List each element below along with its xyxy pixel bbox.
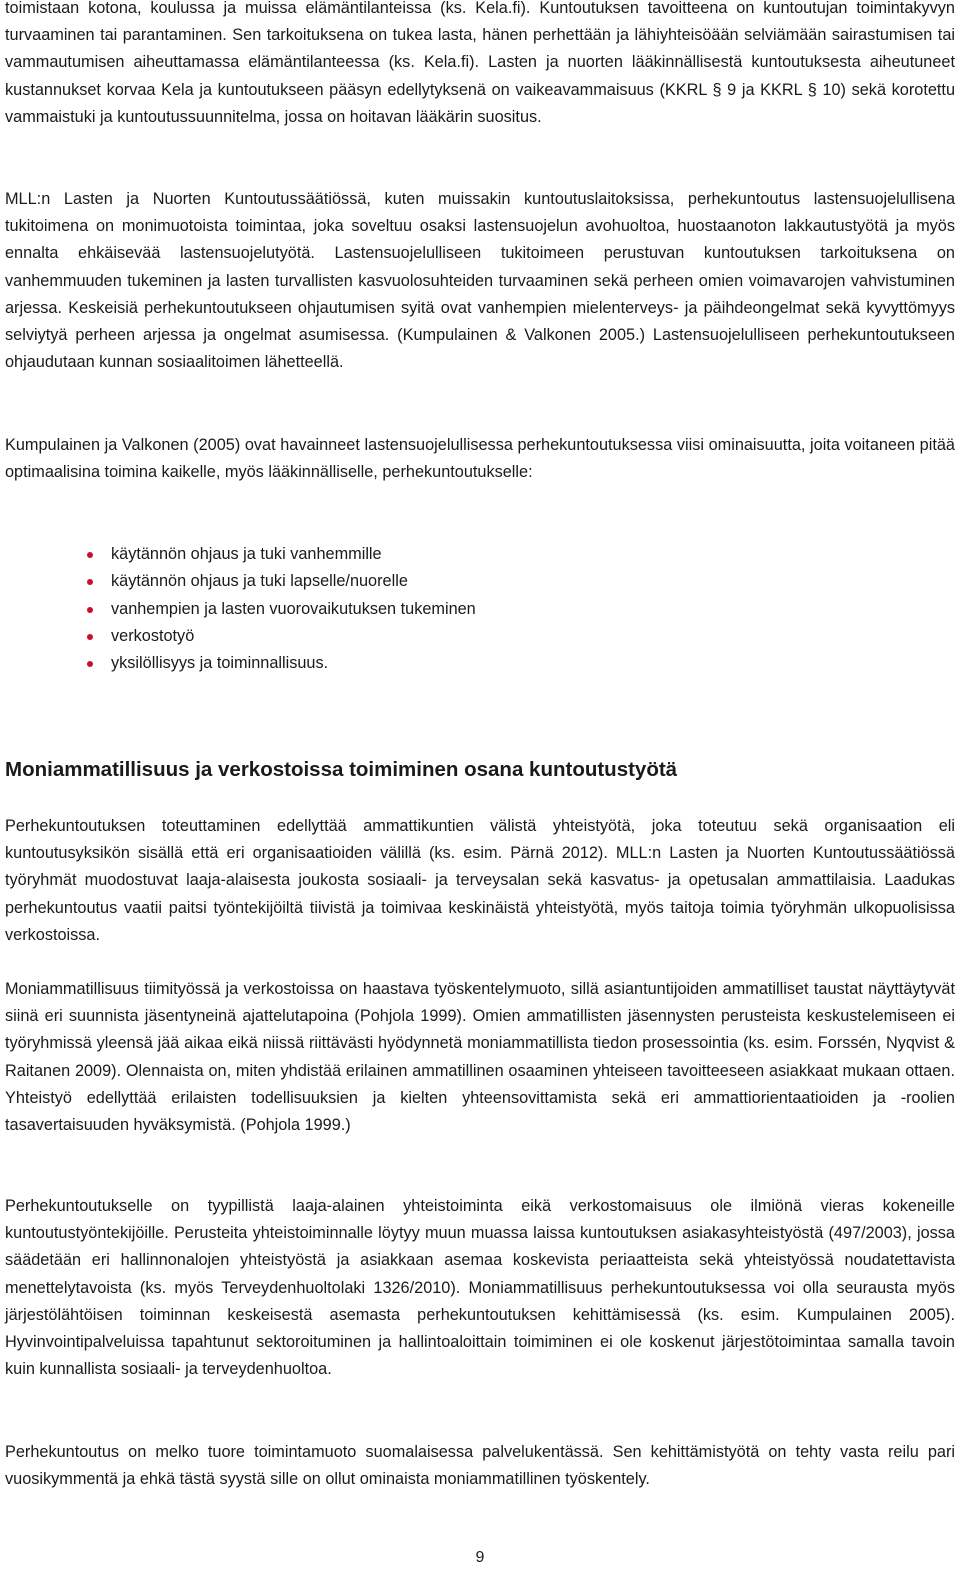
paragraph-perhekuntoutuksen-toteuttaminen: Perhekuntoutuksen toteuttaminen edellyttää ammattikuntien välistä yhteistyötä, joka toteutuu sekä organisaation eli kuntoutusyksikön sisällä että eri organisaatioiden välillä (ks. esim. Pärnä 2012). MLL:n Lasten ja Nuorten Kuntoutussäätiössä työryhmät muodostuvat laaja-alaisesta joukosta sosiaali- ja terveysalan sekä kasvatus- ja opetusalan ammattilaisia. Laadukas perhekuntoutus vaatii paitsi työntekijöiltä tiivistä ja toimivaa keskinäistä yhteistyötä, myös taitoja toimia työryhmän ulkopuolisissa verkostoissa. xyxy=(5,817,955,944)
bullet-icon xyxy=(87,552,93,558)
list-item xyxy=(87,541,476,568)
list-item-text: käytännön ohjaus ja tuki vanhemmille xyxy=(111,545,382,563)
paragraph-mll-perhekuntoutus: MLL:n Lasten ja Nuorten Kuntoutussäätiössä, kuten muissakin kuntoutuslaitoksissa, perhekuntoutus lastensuojelullisena tukitoimena on monimuotoista toimintaa, joka soveltuu osaksi lastensuojelun avohuoltoa, huostaanoton lakkautustyötä ja myös ennalta ehkäisevää lastensuojelutyötä. Lastensuojelulliseen tukitoimeen perustuvan kuntoutuksen tarkoituksena on vanhemmuuden tukeminen ja lasten turvallisten kasvuolosuhteiden turvaaminen sekä perheen omien voimavarojen vahvistuminen arjessa. Keskeisiä perhekuntoutukseen ohjautumisen syitä ovat vanhempien mielenterveys- ja päihdeongelmat sekä kyvyttömyys selviytyä perheen arjessa ja ongelmat asumisessa. (Kumpulainen & Valkonen 2005.) Lastensuojelulliseen perhekuntoutukseen ohjaudutaan kunnan sosiaalitoimen lähetteellä. xyxy=(5,190,955,372)
page-number: 9 xyxy=(475,1549,485,1566)
paragraph-laaja-alainen-yhteistoiminta: Perhekuntoutukselle on tyypillistä laaja-alainen yhteistoiminta eikä verkostomaisuus ole ilmiönä vieras kokeneille kuntoutustyöntekijöille. Perusteita yhteistoiminnalle löytyy muun muassa laissa kuntoutuksen asiakasyhteistyöstä (497/2003), jossa säädetään eri hallinnonalojen yhteistyöstä ja asiakkaan asemaa koskevista periaatteista sekä yhteistyössä noudatettavista menettelytavoista (ks. myös Terveydenhuoltolaki 1326/2010). Moniammatillisuus perhekuntoutuksessa voi olla seurausta myös järjestölähtöisen toiminnan keskeisestä asemasta perhekuntoutuksen kehittämisessä (ks. esim. Kumpulainen 2005). Hyvinvointipalveluissa tapahtunut sektoroituminen ja hallintoalоittain toimiminen ei ole koskenut järjestötoimintaa samalla tavoin kuin kunnallista sosiaali- ja terveydenhuoltoa. xyxy=(5,1197,955,1379)
paragraph-kumpulainen-valkonen: Kumpulainen ja Valkonen (2005) ovat havainneet lastensuojelullisessa perhekuntoutuksessa viisi ominaisuutta, joita voitaneen pitää optimaalisina toimina kaikelle, myös lääkinnälliselle, perhekuntoutukselle: xyxy=(5,436,955,482)
paragraph-tuore-toimintamuoto: Perhekuntoutus on melko tuore toimintamuoto suomalaisessa palvelukentässä. Sen kehittämistyötä on tehty vasta reilu pari vuosikymmentä ja ehkä tästä syystä sille on ollut ominaista moniammatillinen työskentely. xyxy=(5,1443,955,1489)
list-item xyxy=(87,596,476,623)
list-item-text: käytännön ohjaus ja tuki lapselle/nuorelle xyxy=(111,572,408,591)
paragraph-moniammatillisuus: Moniammatillisuus tiimityössä ja verkostoissa on haastava työskentelymuoto, sillä asiantuntijoiden ammatilliset taustat näyttäytyvät siinä eri suunnista jäsentyneinä ajattelutapoina (Pohjola 1999). Omien ammatillisten jäsennysten perusteista keskustelemiseen ei työryhmissä yleensä jää aikaa eikä niissä riittävästi hyödynnetä moniammatillista tiedon prosessointia (ks. esim. Forssén, Nyqvist & Raitanen 2009). Olennaista on, miten yhdistää erilainen ammatillinen osaaminen yhteiseen tavoitteeseen asiakkaat mukaan ottaen. Yhteistyö edellyttää erilaisten todellisuuksien ja kielten yhteensovittamista sekä eri ammattiorientaatioiden ja -roolien tasavertaisuuden hyväksymistä. (Pohjola 1999.) xyxy=(5,980,955,1135)
list-item-text: verkostotyö xyxy=(111,626,195,645)
list-item-text: yksilöllisyys ja toiminnallisuus. xyxy=(111,654,329,673)
bullet-icon xyxy=(87,661,93,667)
list-item-text: vanhempien ja lasten vuorovaikutuksen tukeminen xyxy=(111,599,476,618)
list-item xyxy=(87,623,476,650)
section-heading: Moniammatillisuus ja verkostoissa toimiminen osana kuntoutustyötä xyxy=(5,758,678,781)
bullet-icon xyxy=(87,607,93,613)
list-item xyxy=(87,650,476,677)
list-item xyxy=(87,568,476,595)
bullet-icon xyxy=(87,579,93,585)
paragraph-intro: toimistaan kotona, koulussa ja muissa elämäntilanteissa (ks. Kela.fi). Kuntoutuksen tavoitteena on kuntoutujan toimintakyvyn turvaaminen tai parantaminen. Sen tarkoituksena on tukea lasta, hänen perhettään ja lähiyhteisöään selviämään sairastumisen tai vammautumisen aiheuttamassa elämäntilanteessa (ks. Kela.fi). Lasten ja nuorten lääkinnällisestä kuntoutuksesta aiheutuneet kustannukset korvaa Kela ja kuntoutukseen pääsyn edellytyksenä on vaikeavammaisuus (KKRL § 9 ja KKRL § 10) sekä korotettu vammaistuki ja kuntoutussuunnitelma, jossa on hoitavan lääkärin suositus. xyxy=(5,0,955,126)
bullet-list xyxy=(87,541,476,677)
bullet-icon xyxy=(87,634,93,640)
